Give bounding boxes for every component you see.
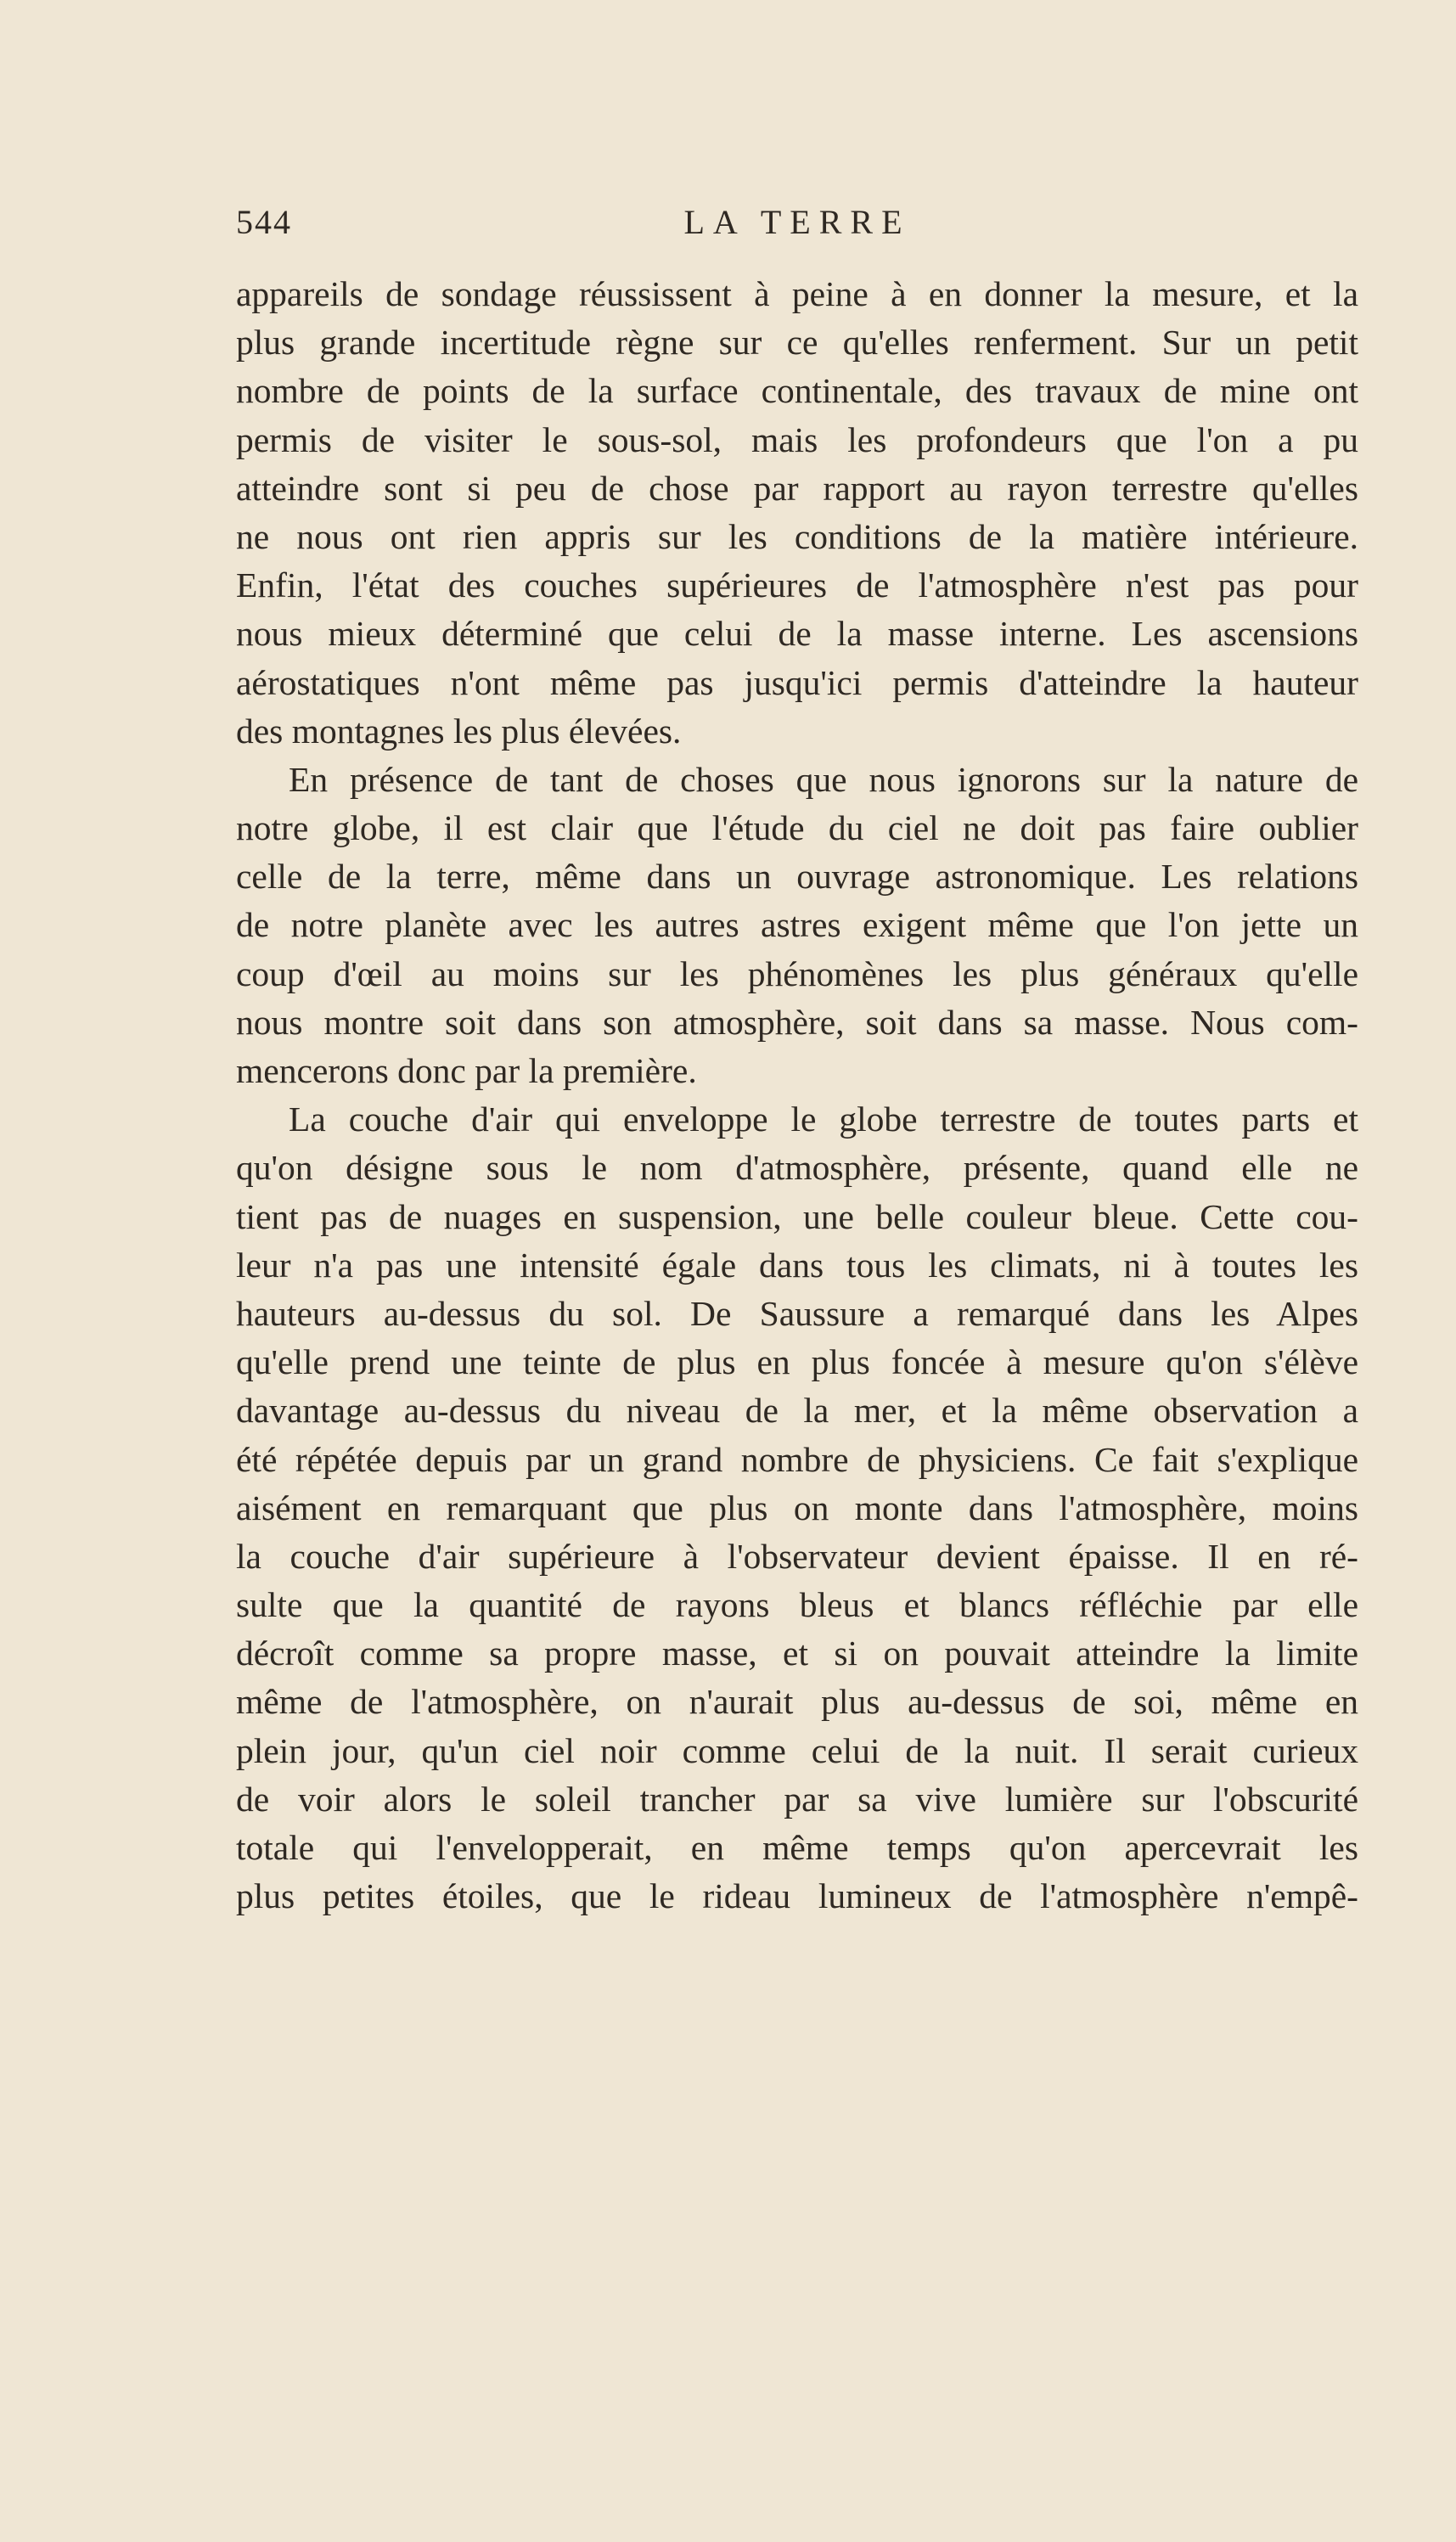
body-text (236, 270, 1358, 1921)
text-line: plein jour, qu'un ciel noir comme celui de la nuit. Il serait curieux (236, 1730, 1358, 1770)
running-title: LA TERRE (683, 203, 911, 241)
text-line: davantage au-dessus du niveau de la mer, et la même observation a (236, 1391, 1358, 1431)
text-line: nous mieux déterminé que celui de la masse interne. Les ascensions (236, 614, 1358, 654)
text-line: aérostatiques n'ont même pas jusqu'ici permis d'atteindre la hauteur (236, 662, 1358, 702)
page-header (236, 202, 1358, 253)
text-line: totale qui l'envelopperait, en même temps qu'on apercevrait les (236, 1828, 1358, 1867)
text-line: nombre de points de la surface continentale, des travaux de mine ont (236, 371, 1358, 411)
text-line: plus petites étoiles, que le rideau lumineux de l'atmosphère n'empê- (236, 1876, 1358, 1916)
page-number: 544 (236, 203, 292, 241)
text-line: mencerons donc par la première. (236, 1051, 697, 1090)
text-line: plus grande incertitude règne sur ce qu'elles renferment. Sur un petit (236, 323, 1358, 363)
text-line: qu'elle prend une teinte de plus en plus foncée à mesure qu'on s'élève (236, 1342, 1358, 1382)
text-line: permis de visiter le sous-sol, mais les profondeurs que l'on a pu (236, 419, 1358, 459)
text-line: appareils de sondage réussissent à peine à en donner la mesure, et la (236, 274, 1358, 313)
text-line: ne nous ont rien appris sur les conditions de la matière intérieure. (236, 516, 1358, 556)
text-line: même de l'atmosphère, on n'aurait plus au-dessus de soi, même en (236, 1682, 1358, 1722)
text-line: de voir alors le soleil trancher par sa vive lumière sur l'obscurité (236, 1779, 1358, 1819)
text-line: été répétée depuis par un grand nombre de physiciens. Ce fait s'explique (236, 1439, 1358, 1479)
text-line: coup d'œil au moins sur les phénomènes les plus généraux qu'elle (236, 953, 1358, 993)
text-line: hauteurs au-dessus du sol. De Saussure a remarqué dans les Alpes (236, 1293, 1358, 1333)
paragraph-start-line: La couche d'air qui enveloppe le globe terrestre de toutes parts et (289, 1099, 1358, 1139)
text-line: Enfin, l'état des couches supérieures de l'atmosphère n'est pas pour (236, 565, 1358, 605)
text-line: nous montre soit dans son atmosphère, soit dans sa masse. Nous com- (236, 1002, 1358, 1042)
text-line: atteindre sont si peu de chose par rapport au rayon terrestre qu'elles (236, 468, 1358, 508)
text-line: la couche d'air supérieure à l'observateur devient épaisse. Il en ré- (236, 1536, 1358, 1576)
text-line: de notre planète avec les autres astres exigent même que l'on jette un (236, 905, 1358, 945)
text-line: aisément en remarquant que plus on monte dans l'atmosphère, moins (236, 1488, 1358, 1527)
text-line: notre globe, il est clair que l'étude du ciel ne doit pas faire oublier (236, 808, 1358, 848)
text-line: sulte que la quantité de rayons bleus et blancs réfléchie par elle (236, 1585, 1358, 1625)
text-line: décroît comme sa propre masse, et si on pouvait atteindre la limite (236, 1634, 1358, 1673)
text-line: qu'on désigne sous le nom d'atmosphère, présente, quand elle ne (236, 1148, 1358, 1188)
text-line: des montagnes les plus élevées. (236, 711, 682, 751)
text-line: leur n'a pas une intensité égale dans tous les climats, ni à toutes les (236, 1245, 1358, 1285)
text-line: tient pas de nuages en suspension, une belle couleur bleue. Cette cou- (236, 1196, 1358, 1236)
paragraph-start-line: En présence de tant de choses que nous ignorons sur la nature de (289, 759, 1358, 799)
text-line: celle de la terre, même dans un ouvrage astronomique. Les relations (236, 857, 1358, 897)
